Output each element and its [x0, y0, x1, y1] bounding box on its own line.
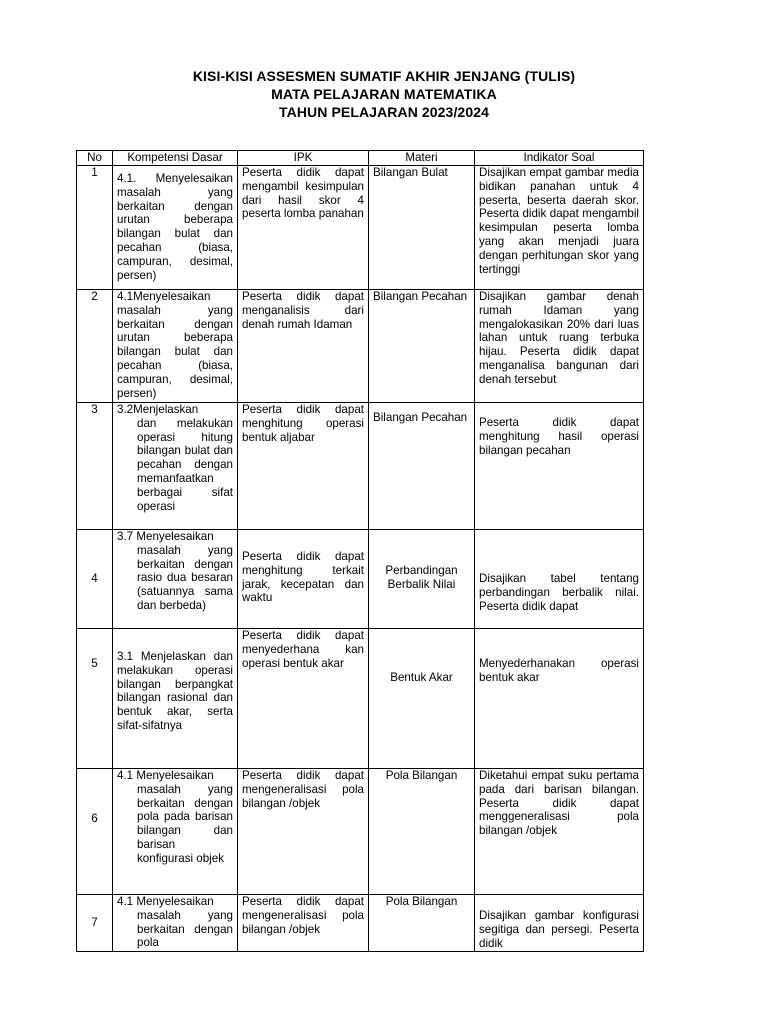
kompetensi-dasar-text: masalah yang berkaitan dengan pola pada barisan bilangan dan barisan konfigurasi objek — [137, 782, 233, 865]
kompetensi-dasar-code: 4.1 Menyelesaikan — [117, 769, 214, 782]
table-row — [77, 403, 644, 530]
row-number-text: 6 — [91, 811, 98, 825]
kompetensi-dasar-text: masalah yang berkaitan dengan pola — [137, 908, 233, 950]
row-number — [77, 769, 113, 895]
indikator-soal-text: Disajikan tabel tentang perbandingan berbalik nilai. Peserta didik dapat — [479, 572, 639, 613]
indikator-soal-cell — [475, 895, 644, 952]
materi-cell: Bilangan Bulat — [369, 166, 475, 290]
table-row — [77, 290, 644, 403]
materi-cell: Perbandingan Berbalik Nilai — [369, 530, 475, 629]
kompetensi-dasar-cell — [113, 290, 238, 403]
document-title: KISI-KISI ASSESMEN SUMATIF AKHIR JENJANG (TULIS) — [192, 68, 576, 84]
ipk-cell: Peserta didik dapat menghitung terkait jarak, kecepatan dan waktu — [238, 530, 369, 629]
indikator-soal-cell: Diketahui empat suku pertama pada dari barisan bilangan. Peserta didik dapat menggeneralisasi pola bilangan /objek — [475, 769, 644, 895]
kompetensi-dasar-cell — [113, 403, 238, 530]
document-year: TAHUN PELAJARAN 2023/2024 — [279, 104, 489, 120]
kompetensi-dasar-code: 3.7 Menyelesaikan — [117, 530, 214, 543]
table-row — [77, 769, 644, 895]
ipk-cell: Peserta didik dapat menyederhana kan operasi bentuk akar — [238, 629, 369, 769]
indikator-soal-text: Disajikan empat gambar media bidikan panahan untuk 4 peserta, beserta daerah skor. Peserta didik dapat mengambil kesimpulan peserta lomba yang akan menjadi juara dengan perhitungan skor yang tertinggi — [479, 166, 639, 276]
kompetensi-dasar-text: 3.1 Menjelaskan dan melakukan operasi bilangan berpangkat bilangan rasional dan bentuk akar, serta sifat-sifatnya — [117, 650, 233, 732]
column-header-indikator-soal: Indikator Soal — [475, 151, 644, 166]
table-row — [77, 166, 644, 290]
kompetensi-dasar-cell — [113, 166, 238, 290]
kisi-kisi-table — [76, 150, 644, 952]
row-number: 7 — [77, 895, 113, 952]
row-number: 3 — [77, 403, 113, 530]
indikator-soal-cell — [475, 629, 644, 769]
ipk-cell: Peserta didik dapat mengeneralisasi pola bilangan /objek — [238, 769, 369, 895]
kompetensi-dasar-text: 4.1Menyelesaikan masalah yang berkaitan dengan urutan beberapa bilangan bulat dan pecahan (biasa, campuran, desimal, persen) — [117, 290, 233, 400]
kompetensi-dasar-code: 3.2Menjelaskan — [117, 403, 199, 416]
kompetensi-dasar-cell — [113, 769, 238, 895]
kompetensi-dasar-text: dan melakukan operasi hitung bilangan bulat dan pecahan dengan memanfaatkan berbagai sifat operasi — [137, 416, 233, 513]
column-header-ipk: IPK — [238, 151, 369, 166]
indikator-soal-text: Disajikan gambar konfigurasi segitiga dan persegi. Peserta didik — [479, 909, 639, 950]
ipk-cell: Peserta didik dapat mengeneralisasi pola bilangan /objek — [238, 895, 369, 952]
column-header-no: No — [77, 151, 113, 166]
table-header-row — [77, 151, 644, 166]
document-title-block — [0, 67, 768, 121]
row-number — [77, 629, 113, 769]
materi-cell: Bentuk Akar — [369, 629, 475, 769]
row-number: 1 — [77, 166, 113, 290]
table-row — [77, 895, 644, 952]
column-header-kompetensi-dasar: Kompetensi Dasar — [113, 151, 238, 166]
kompetensi-dasar-code: 4.1 Menyelesaikan — [117, 895, 214, 908]
table-row — [77, 530, 644, 629]
indikator-soal-text: Menyederhanakan operasi bentuk akar — [479, 657, 639, 684]
document-subject: MATA PELAJARAN MATEMATIKA — [271, 86, 497, 102]
ipk-cell: Peserta didik dapat menghitung operasi bentuk aljabar — [238, 403, 369, 530]
table-row — [77, 629, 644, 769]
ipk-cell: Peserta didik dapat menganalisis dari denah rumah Idaman — [238, 290, 369, 403]
ipk-cell: Peserta didik dapat mengambil kesimpulan dari hasil skor 4 peserta lomba panahan — [238, 166, 369, 290]
materi-cell: Pola Bilangan — [369, 769, 475, 895]
kompetensi-dasar-cell — [113, 895, 238, 952]
materi-cell: Bilangan Pecahan — [369, 290, 475, 403]
indikator-soal-cell — [475, 403, 644, 530]
indikator-soal-cell — [475, 290, 644, 403]
row-number: 4 — [77, 530, 113, 629]
kompetensi-dasar-cell — [113, 530, 238, 629]
materi-cell: Pola Bilangan — [369, 895, 475, 952]
indikator-soal-cell — [475, 530, 644, 629]
kompetensi-dasar-text: 4.1. Menyelesaikan masalah yang berkaitan dengan urutan beberapa bilangan bulat dan pecahan (biasa, campuran, desimal, persen) — [117, 172, 233, 282]
kompetensi-dasar-cell — [113, 629, 238, 769]
indikator-soal-text: Disajikan gambar denah rumah Idaman yang mengalokasikan 20% dari luas lahan untuk ruang terbuka hijau. Peserta didik dapat menganalisa bangunan dari denah tersebut — [479, 290, 639, 386]
indikator-soal-text: Peserta didik dapat menghitung hasil operasi bilangan pecahan — [479, 416, 639, 457]
kompetensi-dasar-text: masalah yang berkaitan dengan rasio dua besaran (satuannya sama dan berbeda) — [137, 543, 233, 612]
materi-cell: Bilangan Pecahan — [369, 403, 475, 530]
row-number: 2 — [77, 290, 113, 403]
indikator-soal-cell — [475, 166, 644, 290]
row-number-text: 5 — [91, 657, 98, 670]
column-header-materi: Materi — [369, 151, 475, 166]
